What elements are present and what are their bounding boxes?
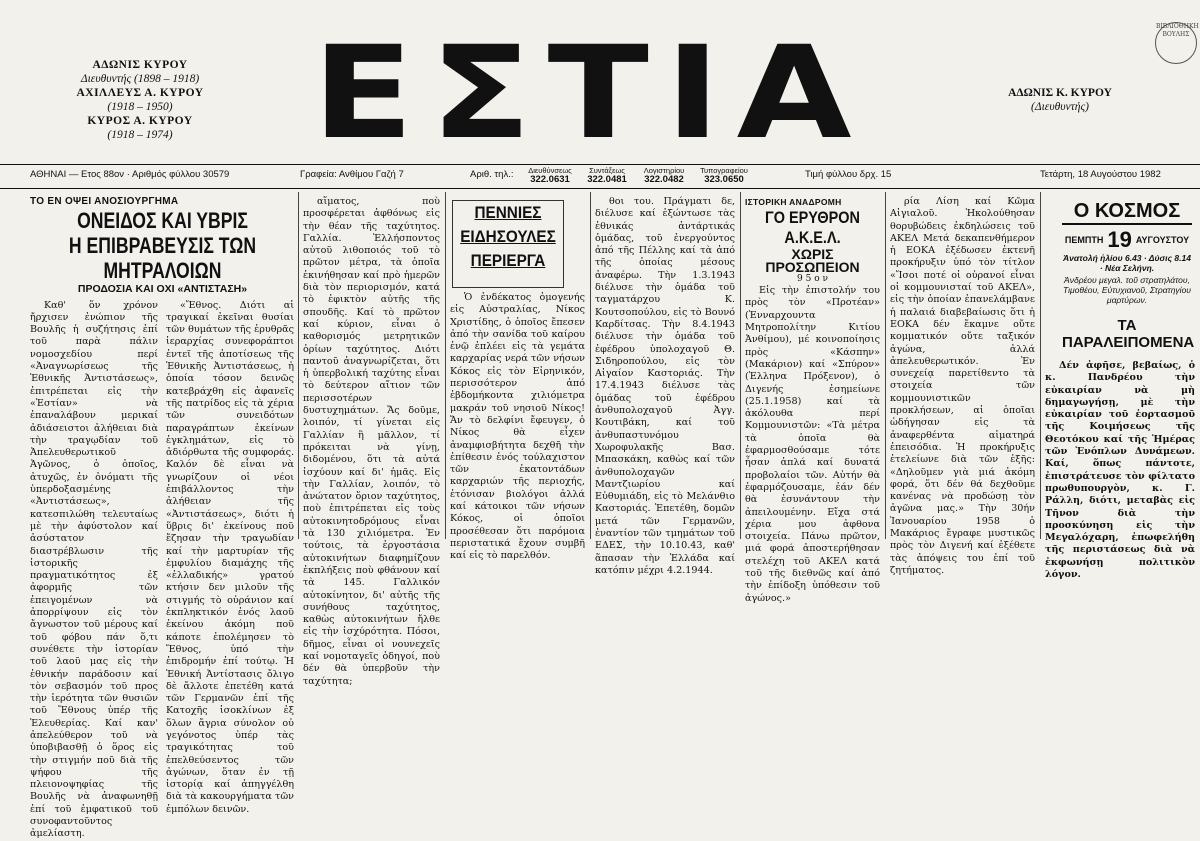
almanac: Ἀνατολή ἡλίου 6.43 · Δύσις 8.14 · Νέα Σελήνη. bbox=[1063, 253, 1191, 273]
saints: Ἀνδρέου μεγαλ. τοῦ στρατηλάτου, Τιμοθέου, Εὐτυχιανοῦ, Στρατηγίου μαρτύρων. bbox=[1063, 275, 1191, 305]
akel-headline-2: ΧΩΡΙΣ ΠΡΟΣΩΠΕΙΟΝ bbox=[765, 246, 860, 275]
akel-headline: ΓΟ ΕΡΥΘΡΟΝ Α.Κ.Ε.Λ. bbox=[765, 208, 860, 248]
phone-3: Λογιστηρίου 322.0482 bbox=[643, 166, 685, 185]
month: ΑΥΓΟΥΣΤΟΥ bbox=[1135, 235, 1190, 245]
director-role: (Διευθυντής) bbox=[1031, 101, 1089, 113]
lead-text-2: «Ἔθνος. Διότι αἱ τραγικαί ἐκεῖναι θυσίαι τῶν θυμάτων τῆς ἐρυθρᾶς ἱεραρχίας συνεφοράπτοι ἐντεῖ τῆς ἀποτίσεως τῆς Ἐθνικῆς Ἀντιστάσεως, ἡ ὁποία τόσον δεινῶς κατεβράχθη εἰς ἀφανεῖς τῆς πατρίδος εἰς τὰ χέρια τῶν συνειδότων παραγράπτων ἐκείνων ἐγκλημάτων, εἰς τὸ ἀδιόρθωτα τῆς συμφοράς. Καλόν δὲ εἶναι νὰ γνωρίζουν οἱ νέοι ἐπιβάλλοντος τὴν ἀλήθειαν τῆς «Ἀντιστάσεως», διότι ἡ ὕβρις δι' ἐκείνους ποῦ ἔζησαν τὴν τραγωδίαν καί τὴν μαρτυρίαν τῆς ἐμφυλίου διαμάχης τῆς «ἑλλαδικής» γρατού κτήσιν δεν μιλοῦν τῆς στιγμής τὸ οὐράνιον καί ἐκπληκτικόν ἑνός λαοῦ ἐκείνου ἀκόμη ποῦ κάποτε ἐπολέμησεν τὸ Ἔθνος, ὑπό τὴν ἐπιδρομήν ἐπί τούτῳ. Ἡ Ἐθνική Ἀντίστασις ὄλιγο δὲ ἄλλοτε ἐπετέθη κατά τῶν Γερμανῶν ἐπί τῆς Κατοχῆς ἰσοκλίνων ἐξ ὅλων ἄγρια σύνολον οὐ γεγόνοτος ὑπέρ τὰς τραγικότητας τοῦ ἐπελθεύσεντος τῶν ἀγώνων, ὅταν ἐν τῇ ἱστορίᾳ καί ἀπηγγέλθη διὰ τὰ κακουργήματα τῶν ἐμπόλων δεινῶν. bbox=[166, 299, 294, 815]
lead-text-1: Καθ' ὅν χρόνον ἤρχισεν ἐνώπιον τῆς Βουλῆς ἡ συζήτησις ἐπί τοῦ παρὰ πάλιν νομοσχεδίου περί «Ἀναγνωρίσεως τῆς Ἐθνικῆς Ἀντιστάσεως», ἐπιτρέπεται εἰς τὴν «Ἑστίαν» νὰ ἐπαναλάβουν μερικαί ἀδιάσειστοι ἀλήθειαι διὰ τὴν τραγῳδίαν τοῦ Ἀπελευθερωτικοῦ Ἀγῶνος, ὁ ὁποῖος, ἀτυχῶς, ἐν ὀνόματι τῆς ὑπερδοξασμένης «Ἀντιστάσεως», κατεσπιλώθη τελευταίως μὲ τὴν ἀφύστολον καί ἀσύστατον διαστρέβλωσιν τῆς ἱστορικῆς πραγματικότητος ἐξ ἀφορμῆς τῶν ἐπειγομένων νὰ ἀπορρίψουν εἰς τὸν ἄγνωστον τοῦ μέρους καί τοῦ φόβου πάν ὅ,τι συνέθετε τὴν ἱστορίαν τοῦ λαοῦ μας εἰς τὴν ἐθνικήν παράδοσιν καί τὸν σεβασμόν τοῦ προς τὴν ἱερότητα τῶν θυσιῶν τοῦ Ἔθνους ὑπέρ τῆς Ἐλευθερίας. Καί καν' ἀπελεύθερον τοῦ νὰ ὑποβιβασθῇ ὁ ὅρος εἰς τὴν στιγμήν ποῦ διὰ τῆς ψήφου τῆς πλειονοψηφίας τῆς Βουλῆς νὰ ἀναφωνηθῇ ἐπί τοῦ ἐμφατικοῦ τοῦ συνοφαντοῦντος ἀμελίαστη. bbox=[30, 299, 158, 840]
director-name: ΑΔΩΝΙΣ Κ. ΚΥΡΟΥ bbox=[1008, 87, 1112, 99]
issue-date: Τετάρτη, 18 Αυγούστου 1982 bbox=[1040, 169, 1161, 180]
lead-subhead: ΠΡΟΔΟΣΙΑ ΚΑΙ ΟΧΙ «ΑΝΤΙΣΤΑΣΗ» bbox=[77, 283, 248, 296]
office-address: Γραφεία: Ανθίμου Γαζή 7 bbox=[300, 169, 404, 180]
article-pennies: Ὁ ἐνδέκατος ὁμογενής εἰς Αὐστραλίας, Νίκος Χριστίδης, ὁ ὁποῖος ἔπεσεν ἀπό τὴν σανίδα τοῦ καίρου ἐνῷ ἐπλέει εἰς τὰ γεμάτα καρχαρίας νερά τῶν νήσων Κόκος εἰς τὸν Εἰρηνικόν, περισσότερον ἀπό ἑβδομήκοντα χιλιόμετρα μακράν τοῦ νησιοῦ Νίκος! Ἄν τὸ δελφίνι ἔφευγεν, ὁ Νίκος θὰ εἶχεν ἀναμφισβήτητα δεχθῆ τὴν ἐπίθεσιν ἑνός τούλαχιστον τῶν ἑκατοντάδων καρχαριών τῆς περιοχής, ἐτόνισαν βιολόγοι ἀλλά καί κάτοικοι τῶν νήσων Κόκος, οἱ ὁποῖοι προσέθεσαν ὅτι παρόμοια περιστατικά ἔχουν συμβῆ καί εἰς τὸ παρελθόν. bbox=[450, 292, 585, 562]
lead-headline-2: Η ΕΠΙΒΡΑΒΕΥΣΙΣ ΤΩΝ ΜΗΤΡΑΛΟΙΩΝ bbox=[68, 233, 257, 284]
akel-sub: 9 5 ο ν bbox=[797, 273, 828, 284]
phones-label: Αριθ. τηλ.: bbox=[470, 169, 514, 180]
lead-kicker: ΤΟ ΕΝ ΟΨΕΙ ΑΝΟΣΙΟΥΡΓΗΜΑ bbox=[30, 196, 179, 207]
article-speed: αἵματος, ποὺ προσφέρεται ἀφθόνως εἰς τὴν θέαν τῆς ταχύτητος. Γαλλία. Ἐλλήσποντος αὐτοῦ λιθοποιός τοῦ τὸ πρῶτον μέτρα, τὰ ὁποῖα ἐκινήθησαν καί πρὸ ἡμερῶν διὰ τὸν περιορισμόν, κατά τὸ ἐφικτὸν αὐτῆς τῆς σπουδῆς. Καί τὸ πρῶτον καί κύριον, εἶναι ὁ καθορισμός μετρητικῶν ὁρίων ταχύτητος. Διότι παντοῦ ἀναγνωρίζεται, ὅτι ἡ ὑπερβολική ταχύτης εἶναι τὸ δεύτερον αἴτιον τῶν περισσοτέρων δυστυχημάτων. Ἄς δοῦμε, λοιπόν, τί γίνεται εἰς Γαλλίαν ἢ μᾶλλον, τί πρόκειται νὰ γίνῃ, διδομένου, ὅτι τὰ αὐτά ἰσχύουν καί δι' ἡμᾶς. Εἰς τὴν Γαλλίαν, λοιπόν, τὸ ἀνώτατον ὅριον ταχύτητος, ποὺ ἐπιτρέπεται εἰς τοὺς αὐτοκινητοδρόμους εἶναι τὰ 130 χιλιόμετρα. Ἐν τούτοις, τὰ ἐργοστάσια αὐτοκινήτων διαφημίζουν ἐκπλήξεις ποὺ φθάνουν καί τὰ 145. Γαλλικόν αὐτοκίνητον, δι' αὐτῆς τῆς συνήθους ταχύτητος, καθὼς αὐτοκινήτων ἤλθε εἰς τὴν ἰσχύρότητα. Πόσοι, δῆμος, εἶναι οἱ νουνεχεῖς καί νομοταγεῖς ὁδηγοί, ποὺ δέν θὰ ὑπερβοῦν τὴν ταχύτητα; bbox=[303, 196, 440, 687]
founder-2: ΑΧΙΛΛΕΥΣ Α. ΚΥΡΟΥ (1918 – 1950) bbox=[76, 87, 204, 113]
lead-headline: ΟΝΕΙΔΟΣ ΚΑΙ ΥΒΡΙΣ bbox=[77, 208, 248, 234]
kosmos-title: Ο ΚΟΣΜΟΣ bbox=[1062, 200, 1192, 225]
article-eoka: ρία Λίση καί Κῶμα Αἰγιαλοῦ. Ἠκολούθησαν θορυβώδεις ἐκδηλώσεις τοῦ ΑΚΕΛ Μετά δεκαπενθήμερον ἡ ΕΟΚΑ ἐξέδωσεν ἐκτενῆ προκήρυξιν ὑπό τὸν τίτλον «Ἴσοι ποτέ οἱ οὐρανοί εἶναι οἱ κομμουνισταί τοῦ ΑΚΕΛ», εἰς τὴν ὁποίαν ἐπανελάμβανε ἡ παλαιά διαβεβαίωσις ὅτι ἡ ΕΟΚΑ δέν ἔκαμνε οὔτε κομματικόν οὔτε ταξικόν ἀγώνα, ἀλλά ἀπελευθερωτικόν. Ἐν συνεχείᾳ παρετίθεντο τὰ στοιχεία τῶν κομμουνιστικῶν προκλήσεων, αἱ ὁποῖαι ὡδήγησαν εἰς τὰ ἀναφερθέντα αἱματηρά ἐπεισόδια. Ἡ προκήρυξις ἐτελείωνε διὰ τῶν ἑξῆς: «Δηλοῦμεν γιὰ μιά ἀκόμη φορά, ὅτι δέν θά δεχθοῦμε κανένας νὰ προδώσῃ τὸν ἀγῶνα μας.» Τὴν 30ήν Ἰανουαρίου 1958 ὁ Μακάριος ἔγραφε μυστικῶς πρὸς τὸν Διγενή καί ἐξέθετε τὰς ἀπόψεις του ἐπί τοῦ ζητήματος. bbox=[890, 196, 1035, 576]
edition-info: ΑΘΗΝΑΙ — Ετος 88ον · Αριθμός φύλλου 30579 bbox=[30, 169, 230, 180]
phone-2: Συντάξεως 322.0481 bbox=[587, 166, 627, 185]
director-block bbox=[980, 86, 1140, 114]
akel-kicker: ΙΣΤΟΡΙΚΗ ΑΝΑΔΡΟΜΗ bbox=[745, 197, 842, 207]
article-paraleipomena: Δέν ἀφῆσε, βεβαίως, ὁ κ. Πανδρέου τὴν εὐκαιρίαν νὰ μὴ δημαγωγήσῃ, μὲ τὴν εὐκαιρίαν τοῦ ἑορτασμοῦ τῆς Κοιμήσεως τῆς Θεοτόκου καί τῆς Ἡμέρας τῶν Ἐνόπλων Δυνάμεων. Καί, ὅπως πάντοτε, ἐπιστράτευσε τὸν φίλτατο πρωθυπουργὸν, κ. Γ. Ράλλη, διότι, μεταβὰς εἰς Τῆνον διὰ τὴν προσκύνηση εἰς τὴν Μεγαλόχαρη, ἐπωφελήθη τῆς περιστάσεως διὰ νὰ ἐκφωνήσῃ πολιτικὸν λόγον. bbox=[1045, 360, 1195, 581]
founder-3: ΚΥΡΟΣ Α. ΚΥΡΟΥ (1918 – 1974) bbox=[87, 115, 193, 141]
phone-4: Τυπογραφείου 323.0650 bbox=[700, 166, 748, 185]
library-stamp: ΒΙΒΛΙΟΘΗΚΗ ΒΟΥΛΗΣ bbox=[1155, 22, 1197, 64]
bottom-rule bbox=[0, 188, 1200, 189]
phone-1: Διευθύνσεως 322.0631 bbox=[528, 166, 572, 185]
info-bar bbox=[0, 164, 1200, 188]
founder-1: ΑΔΩΝΙΣ ΚΥΡΟΥ Διευθυντής (1898 – 1918) bbox=[80, 59, 200, 85]
day-label: ΠΕΜΠΤΗ bbox=[1064, 235, 1104, 245]
day-number: 19 bbox=[1107, 227, 1132, 252]
kosmos-box bbox=[1062, 200, 1195, 351]
article-akel: ΙΣΤΟΡΙΚΗ ΑΝΑΔΡΟΜΗ ΓΟ ΕΡΥΘΡΟΝ Α.Κ.Ε.Λ. ΧΩΡΙΣ ΠΡΟΣΩΠΕΙΟΝ 9 5 ο ν Εἰς τὴν ἐπιστολήν του πρὸς τὸν «Προτέαν» (Ἑνναρχουντα Μητροπολίτην Κιτίου Ἀνθίμου), μέ κοινοποίησις πρὸς «Κάσπην» (Μακάριον) καί «Σπύρον» (Ἑλληνα Πρόξενον), ὁ Διγενής ἐσημείωνε (25.1.1958) καί τὰ ἀκόλουθα περί Κομμουνιστῶν: «Τὰ μέτρα τὰ ὁποῖα θὰ ἐφαρμοσθούσαμε τότε ἦσαν ἁπλά καί δυνατά προβολαίοι τῶν. Αὐτήν θὰ ἐφαρμόζουσαμε, ἐάν δέν θὰ ἐσυνάντουν τὴν ἀπειλουμένην. Εἴχα στά χέρια μου ἀφθονα στοιχεία. Πάνω πρῶτον, μιά φορά ἀποστερήθησαν στελέχη τοῦ ΑΚΕΛ κατά τοῦ τῆς διεθνῶς καί ἀπό τὴν ἐπίδοξη ὑπόθεσιν τοῦ ἀγώνος.» bbox=[745, 197, 880, 604]
pennies-box: ΠΕΝΝΙΕΣ ΕΙΔΗΣΟΥΛΕΣ ΠΕΡΙΕΡΓΑ bbox=[452, 200, 564, 288]
lead-article bbox=[30, 196, 295, 840]
newspaper-title: ΕΣΤΙΑ bbox=[312, 19, 868, 168]
price: Τιμή φύλλου δρχ. 15 bbox=[805, 169, 892, 180]
section-title: ΤΑ ΠΑΡΑΛΕΙΠΟΜΕΝΑ bbox=[1062, 317, 1195, 351]
article-groups: θοι του. Πράγματι δε, διέλυσε καί ἐξώντωσε τὰς ἐθνικάς ἀντάρτικάς ὁμάδας, τοῦ ἐνεργούντος ἀπό τῆς Πέλλης καί τὰ ἀπό τῆς ὁποίας μέσους ἀναφέρω. Τὴν 1.3.1943 διέλυσε τὴν ὁμάδα τοῦ ταγματάρχου Κ. Κουτσοπούλου, εἰς τὸ Βουνό Καρδίτσας. Τὴν 8.4.1943 διέλυσε τὴν ὁμάδα τοῦ ἐφέδρου ὑπολοχαγοῦ Θ. Σιδηροπούλου, εἰς τὸν Αἰγαίον Καστοριάς. Τὴν 17.4.1943 διέλυσε τὰς ὁμάδας τοῦ ἐφέδρου ἀνθυπολοχαγοῦ Ἀγγ. Κουτιβάκη, καί τοῦ ἀνθυπαστυνόμου Χωροφυλακῆς Βασ. Μπασκάκη, καθὼς καί τῶν ἀνθυπολοχαγῶν Μαντζιωρίου καί Εὐθυμιάδη, εἰς τὸ Μελάνθιο Καστοριάς. Ἐπετέθη, δομῶν μετά τῶν Γερμανῶν, ἐναντίον τῶν τμημάτων τοῦ ΕΔΕΣ, τὴν 10.10.43, καθ' ἅπασαν τὴν Ἐλλάδα καί κατόπιν μέχρι 4.2.1944. bbox=[595, 196, 735, 576]
